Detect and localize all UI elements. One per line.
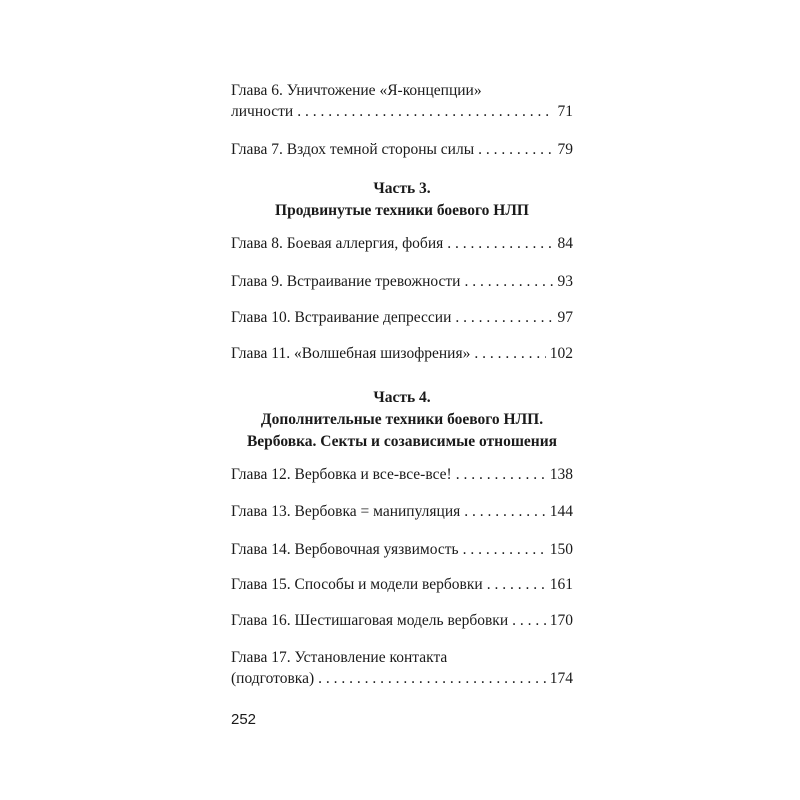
toc-page-number: 79 — [557, 141, 573, 158]
toc-entry-ch6-line1 — [231, 82, 573, 100]
part-4-title-line1: Дополнительные техники боевого НЛП. — [260, 411, 544, 428]
dot-leader — [455, 309, 553, 327]
toc-page-number: 138 — [549, 466, 573, 483]
toc-entry-ch9 — [231, 273, 573, 291]
toc-page-number: 71 — [557, 103, 573, 120]
dot-leader — [464, 503, 546, 521]
toc-entry-ch17-line1 — [231, 649, 573, 667]
toc-entry-title: Глава 16. Шестишаговая модель вербовки — [231, 612, 509, 629]
part-3-title: Продвинутые техники боевого НЛП — [275, 202, 529, 219]
toc-entry-title: Глава 10. Встраивание депрессии — [231, 309, 452, 326]
toc-entry-title: Глава 15. Способы и модели вербовки — [231, 576, 483, 593]
toc-entry-ch15 — [231, 576, 573, 594]
toc-entry-ch11 — [231, 345, 573, 363]
dot-leader — [474, 345, 545, 363]
dot-leader — [297, 103, 553, 121]
dot-leader — [456, 466, 546, 484]
toc-entry-title: (подготовка) — [231, 670, 315, 687]
toc-entry-ch16 — [231, 612, 573, 630]
part-4-title-line2: Вербовка. Секты и созависимые отношения — [246, 433, 558, 450]
toc-entry-title: Глава 11. «Волшебная шизофрения» — [231, 345, 471, 362]
dot-leader — [463, 541, 546, 559]
toc-entry-title: Глава 14. Вербовочная уязвимость — [231, 541, 459, 558]
toc-entry-ch17 — [231, 670, 573, 688]
toc-entry-title: Глава 6. Уничтожение «Я-концепции» — [231, 82, 482, 99]
toc-page-number: 161 — [549, 576, 573, 593]
toc-entry-ch10 — [231, 309, 573, 327]
toc-entry-ch8 — [231, 235, 573, 253]
toc-page-number: 97 — [557, 309, 573, 326]
toc-entry-title: Глава 17. Установление контакта — [231, 649, 448, 666]
toc-entry-title: личности — [231, 103, 294, 120]
dot-leader — [447, 235, 553, 253]
toc-entry-title: Глава 13. Вербовка = манипуляция — [231, 503, 461, 520]
toc-entry-title: Глава 12. Вербовка и все-все-все! — [231, 466, 452, 483]
toc-entry-title: Глава 7. Вздох темной стороны силы — [231, 141, 475, 158]
dot-leader — [512, 612, 546, 630]
dot-leader — [464, 273, 553, 291]
dot-leader — [318, 670, 546, 688]
dot-leader — [478, 141, 553, 159]
toc-page-number: 102 — [549, 345, 573, 362]
toc-page-number: 174 — [549, 670, 573, 687]
part-3-label: Часть 3. — [373, 180, 431, 197]
toc-entry-ch14 — [231, 541, 573, 559]
toc-entry-ch6 — [231, 103, 573, 121]
toc-page-number: 150 — [549, 541, 573, 558]
toc-page-number: 84 — [557, 235, 573, 252]
toc-page-number: 144 — [549, 503, 573, 520]
page-number: 252 — [231, 711, 257, 728]
toc-entry-title: Глава 9. Встраивание тревожности — [231, 273, 461, 290]
toc-entry-title: Глава 8. Боевая аллергия, фобия — [231, 235, 444, 252]
toc-entry-ch7 — [231, 141, 573, 159]
toc-page-number: 170 — [549, 612, 573, 629]
toc-page-number: 93 — [557, 273, 573, 290]
toc-entry-ch12 — [231, 466, 573, 484]
part-4-label: Часть 4. — [373, 389, 431, 406]
dot-leader — [487, 576, 546, 594]
toc-entry-ch13 — [231, 503, 573, 521]
